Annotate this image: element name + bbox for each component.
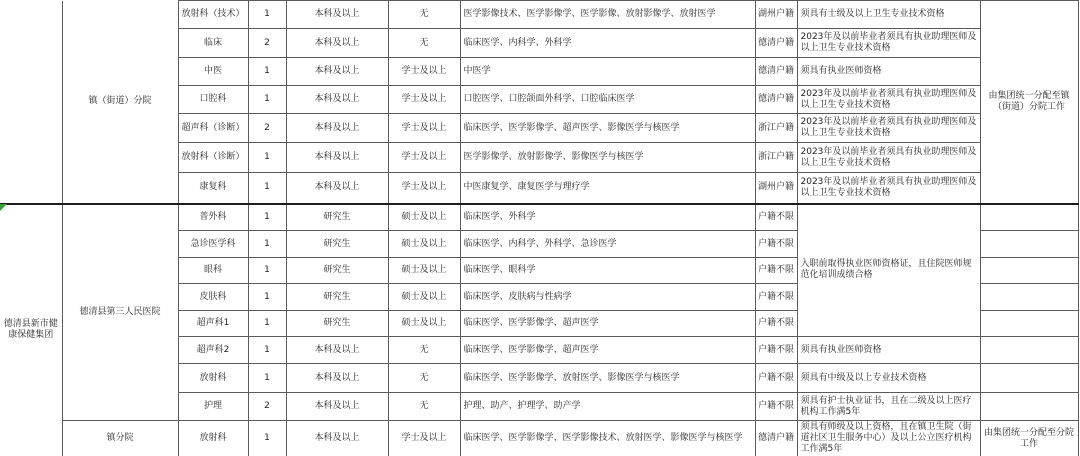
cell-degree: 硕士及以上 — [388, 204, 460, 231]
cell-position: 放射科（诊断） — [178, 143, 248, 173]
cell-hukou: 德清户籍 — [755, 421, 797, 456]
cell-degree: 无 — [388, 393, 460, 421]
cell-education: 本科及以上 — [286, 173, 388, 204]
cell-majors: 中医康复学、康复医学与理疗学 — [460, 173, 755, 204]
cell-degree: 硕士及以上 — [388, 311, 460, 337]
cell-majors: 临床医学、皮肤病与性病学 — [460, 284, 755, 311]
cell-group: 德清县新市健康保健集团 — [0, 204, 62, 456]
cell-majors: 临床医学、眼科学 — [460, 258, 755, 284]
cell-majors: 临床医学、医学影像学、超声医学 — [460, 311, 755, 337]
cell-qualification: 须具有执业医师资格 — [797, 58, 980, 86]
cell-position: 康复科 — [178, 173, 248, 204]
cell-count: 1 — [248, 364, 286, 393]
cell-position: 放射科（技术） — [178, 1, 248, 29]
cell-position: 护理 — [178, 393, 248, 421]
cell-position: 超声科1 — [178, 311, 248, 337]
cell-education: 研究生 — [286, 258, 388, 284]
cell-education: 本科及以上 — [286, 337, 388, 364]
cell-hukou: 湖州户籍 — [755, 1, 797, 29]
cell-note: 由集团统一分配至镇（街道）分院工作 — [980, 1, 1078, 204]
cell-degree: 无 — [388, 337, 460, 364]
cell-note — [980, 364, 1078, 393]
cell-count: 1 — [248, 337, 286, 364]
cell-hukou: 户籍不限 — [755, 364, 797, 393]
cell-count: 1 — [248, 204, 286, 231]
cell-education: 本科及以上 — [286, 29, 388, 58]
cell-hukou: 浙江户籍 — [755, 114, 797, 143]
cell-majors: 临床医学、内科学、外科学、急诊医学 — [460, 231, 755, 258]
cell-hukou: 德清户籍 — [755, 86, 797, 114]
cell-position: 中医 — [178, 58, 248, 86]
cell-hukou: 户籍不限 — [755, 258, 797, 284]
table-row — [0, 1, 1078, 29]
cell-degree: 学士及以上 — [388, 143, 460, 173]
cell-education: 本科及以上 — [286, 364, 388, 393]
cell-education: 本科及以上 — [286, 86, 388, 114]
cell-majors: 临床医学、外科学 — [460, 204, 755, 231]
cell-education: 本科及以上 — [286, 114, 388, 143]
cell-education: 研究生 — [286, 204, 388, 231]
cell-note: 由集团统一分配至分院工作 — [980, 421, 1078, 456]
cell-hukou: 德清户籍 — [755, 58, 797, 86]
cell-majors: 中医学 — [460, 58, 755, 86]
cell-count: 1 — [248, 231, 286, 258]
cell-majors: 医学影像技术、医学影像学、医学影像、放射影像学、放射医学 — [460, 1, 755, 29]
cell-note — [980, 231, 1078, 258]
cell-qualification: 须具有中级及以上专业技术资格 — [797, 364, 980, 393]
cell-hukou: 浙江户籍 — [755, 143, 797, 173]
cell-degree: 无 — [388, 29, 460, 58]
cell-position: 超声科（诊断） — [178, 114, 248, 143]
cell-education: 研究生 — [286, 284, 388, 311]
cell-count: 2 — [248, 393, 286, 421]
cell-degree: 硕士及以上 — [388, 258, 460, 284]
cell-hukou: 户籍不限 — [755, 204, 797, 231]
cell-division: 镇（街道）分院 — [62, 1, 178, 204]
cell-division: 德清县第三人民医院 — [62, 204, 178, 421]
cell-qualification: 2023年及以前毕业者须具有执业助理医师及以上卫生专业技术资格 — [797, 143, 980, 173]
cell-education: 本科及以上 — [286, 1, 388, 29]
cell-count: 1 — [248, 58, 286, 86]
cell-count: 1 — [248, 258, 286, 284]
cell-qualification: 2023年及以前毕业者须具有执业助理医师及以上卫生专业技术资格 — [797, 29, 980, 58]
cell-education: 本科及以上 — [286, 143, 388, 173]
cell-hukou: 户籍不限 — [755, 284, 797, 311]
cell-position: 普外科 — [178, 204, 248, 231]
cell-position: 急诊医学科 — [178, 231, 248, 258]
cell-hukou: 湖州户籍 — [755, 173, 797, 204]
table-body — [0, 1, 1078, 456]
cell-hukou: 户籍不限 — [755, 311, 797, 337]
cell-hukou: 户籍不限 — [755, 393, 797, 421]
cell-majors: 护理、助产、护理学、助产学 — [460, 393, 755, 421]
cell-degree: 硕士及以上 — [388, 284, 460, 311]
cell-division: 镇分院 — [62, 421, 178, 456]
cell-degree: 学士及以上 — [388, 421, 460, 456]
cell-degree: 硕士及以上 — [388, 231, 460, 258]
cell-qualification: 须具有士级及以上卫生专业技术资格 — [797, 1, 980, 29]
cell-degree: 学士及以上 — [388, 173, 460, 204]
table-row — [0, 204, 1078, 231]
cell-qualification: 须具有师级及以上资格，且在镇卫生院（街道社区卫生服务中心）及以上公立医疗机构工作满5年 — [797, 421, 980, 456]
cell-note — [980, 311, 1078, 337]
cell-degree: 学士及以上 — [388, 86, 460, 114]
cell-note — [980, 337, 1078, 364]
cell-degree: 无 — [388, 364, 460, 393]
cell-degree: 学士及以上 — [388, 114, 460, 143]
cell-qualification: 2023年及以前毕业者须具有执业助理医师及以上卫生专业技术资格 — [797, 173, 980, 204]
cell-qualification: 2023年及以前毕业者须具有执业助理医师及以上卫生专业技术资格 — [797, 86, 980, 114]
table-row — [0, 421, 1078, 456]
cell-qualification: 2023年及以前毕业者须具有执业助理医师及以上卫生专业技术资格 — [797, 114, 980, 143]
cell-position: 超声科2 — [178, 337, 248, 364]
cell-count: 2 — [248, 114, 286, 143]
cell-majors: 医学影像学、放射影像学、影像医学与核医学 — [460, 143, 755, 173]
cell-degree: 学士及以上 — [388, 58, 460, 86]
cell-majors: 口腔医学、口腔颌面外科学、口腔临床医学 — [460, 86, 755, 114]
cell-count: 1 — [248, 86, 286, 114]
cell-position: 放射科 — [178, 364, 248, 393]
cell-group — [0, 1, 62, 204]
cell-count: 2 — [248, 29, 286, 58]
cell-hukou: 户籍不限 — [755, 231, 797, 258]
cell-majors: 临床医学、内科学、外科学 — [460, 29, 755, 58]
cell-majors: 临床医学、医学影像学、超声医学 — [460, 337, 755, 364]
cell-qualification: 须具有护士执业证书，且在二级及以上医疗机构工作满5年 — [797, 393, 980, 421]
cell-count: 1 — [248, 143, 286, 173]
excel-flag-icon — [0, 204, 7, 211]
cell-note — [980, 393, 1078, 421]
cell-position: 口腔科 — [178, 86, 248, 114]
cell-count: 1 — [248, 173, 286, 204]
cell-count: 1 — [248, 311, 286, 337]
cell-note — [980, 258, 1078, 284]
cell-note — [980, 204, 1078, 231]
cell-count: 1 — [248, 284, 286, 311]
cell-degree: 无 — [388, 1, 460, 29]
cell-hukou: 德清户籍 — [755, 29, 797, 58]
cell-position: 眼科 — [178, 258, 248, 284]
cell-hukou: 户籍不限 — [755, 337, 797, 364]
cell-position: 皮肤科 — [178, 284, 248, 311]
cell-education: 研究生 — [286, 231, 388, 258]
cell-count: 1 — [248, 1, 286, 29]
cell-education: 研究生 — [286, 311, 388, 337]
cell-qualification: 入职前取得执业医师资格证，且住院医师规范化培训成绩合格 — [797, 204, 980, 337]
cell-count: 1 — [248, 421, 286, 456]
cell-position: 放射科 — [178, 421, 248, 456]
cell-education: 本科及以上 — [286, 393, 388, 421]
cell-majors: 临床医学、医学影像学、超声医学、影像医学与核医学 — [460, 114, 755, 143]
cell-note — [980, 284, 1078, 311]
cell-majors: 临床医学、医学影像学、医学影像技术、放射医学、影像医学与核医学 — [460, 421, 755, 456]
cell-position: 临床 — [178, 29, 248, 58]
cell-education: 本科及以上 — [286, 421, 388, 456]
cell-majors: 临床医学、医学影像学、放射医学、影像医学与核医学 — [460, 364, 755, 393]
cell-education: 本科及以上 — [286, 58, 388, 86]
cell-qualification: 须具有执业医师资格 — [797, 337, 980, 364]
